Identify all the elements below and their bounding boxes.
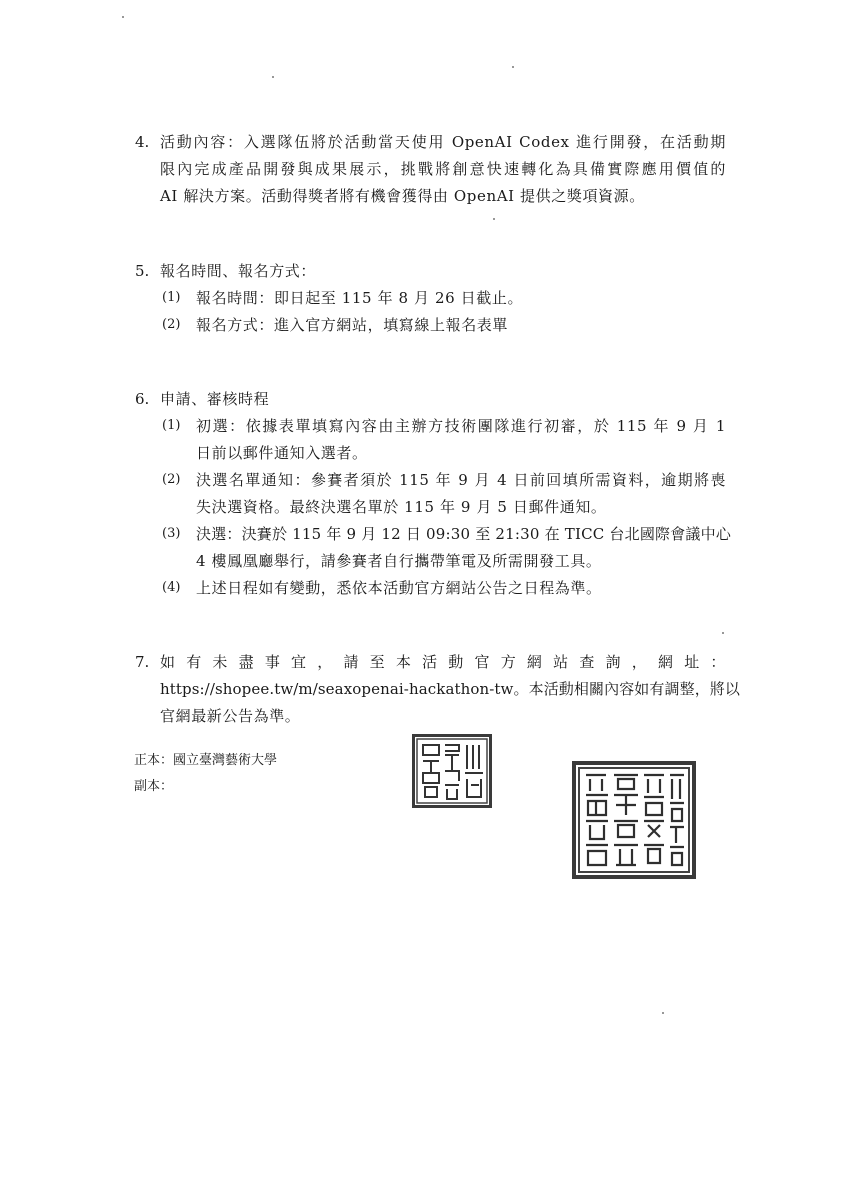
scan-speck — [512, 66, 514, 68]
section-7-line-2: https://shopee.tw/m/seaxopenai-hackathon-tw。本活動相關內容如有調整，將以 — [160, 680, 740, 698]
section-5-number: 5. — [135, 262, 150, 280]
footer-copy-recipient: 副本： — [134, 779, 174, 794]
scan-speck — [493, 218, 495, 220]
section-6-item-3-line-1: 決選：決賽於 115 年 9 月 12 日 09:30 至 21:30 在 TICC 台北國際會議中心 — [196, 525, 732, 543]
section-6-title: 申請、審核時程 — [160, 390, 270, 408]
section-6-item-1-marker: (1) — [162, 418, 181, 433]
section-5-item-1-text: 報名時間：即日起至 115 年 8 月 26 日截止。 — [196, 289, 524, 307]
section-7-number: 7. — [135, 653, 150, 671]
section-6-item-2-line-2: 失決選資格。最終決選名單於 115 年 9 月 5 日郵件通知。 — [196, 498, 607, 516]
large-seal-glyphs — [576, 765, 692, 875]
section-6-item-1-line-2: 日前以郵件通知入選者。 — [196, 444, 368, 462]
section-4-line-1: 活動內容：入選隊伍將於活動當天使用 OpenAI Codex 進行開發，在活動期 — [160, 133, 726, 151]
section-4-line-3: AI 解決方案。活動得獎者將有機會獲得由 OpenAI 提供之獎項資源。 — [160, 187, 645, 205]
section-6-item-2-line-1: 決選名單通知：參賽者須於 115 年 9 月 4 日前回填所需資料，逾期將喪 — [196, 471, 726, 489]
section-4-line-2: 限內完成產品開發與成果展示，挑戰將創意快速轉化為具備實際應用價值的 — [160, 160, 726, 178]
section-6-item-3-line-2: 4 樓鳳凰廳舉行，請參賽者自行攜帶筆電及所需開發工具。 — [196, 552, 602, 570]
section-7-line-3: 官網最新公告為準。 — [160, 707, 301, 725]
scan-speck — [272, 76, 274, 78]
section-5-item-2-text: 報名方式：進入官方網站，填寫線上報名表單 — [196, 316, 509, 334]
small-seal-glyphs — [415, 737, 489, 805]
footer-original-recipient: 正本：國立臺灣藝術大學 — [134, 753, 278, 768]
large-official-seal — [572, 761, 696, 879]
scan-speck — [122, 16, 124, 18]
section-6-item-4-marker: (4) — [162, 580, 181, 595]
section-6-item-4-line-1: 上述日程如有變動，悉依本活動官方網站公告之日程為準。 — [196, 579, 602, 597]
section-7-line-1: 如有未盡事宜，請至本活動官方網站查詢，網址： — [160, 653, 726, 671]
section-5-item-2-marker: (2) — [162, 317, 181, 332]
section-6-item-2-marker: (2) — [162, 472, 181, 487]
section-6-item-1-line-1: 初選：依據表單填寫內容由主辦方技術團隊進行初審，於 115 年 9 月 1 — [196, 417, 726, 435]
small-official-seal — [412, 734, 492, 808]
section-4-number: 4. — [135, 133, 150, 151]
scan-speck — [662, 1012, 664, 1014]
section-6-item-3-marker: (3) — [162, 526, 181, 541]
section-5-title: 報名時間、報名方式： — [160, 262, 317, 280]
scan-speck — [722, 632, 724, 634]
section-6-number: 6. — [135, 390, 150, 408]
section-5-item-1-marker: (1) — [162, 290, 181, 305]
